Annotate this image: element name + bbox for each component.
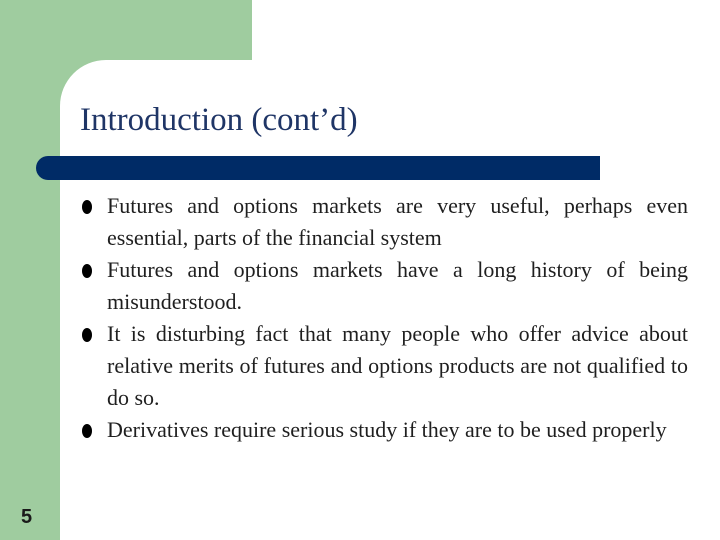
slide-number: 5 — [21, 506, 33, 528]
bullet-item — [80, 318, 688, 414]
bullet-text: It is disturbing fact that many people who offer advice about relative merits of futures and options products are not qualified to do so. — [107, 321, 688, 410]
bullet-item — [80, 254, 688, 318]
bullet-dot-icon — [82, 328, 92, 342]
bullet-item — [80, 414, 688, 446]
bullet-list — [80, 190, 688, 446]
bullet-dot-icon — [82, 424, 92, 438]
bullet-text: Futures and options markets have a long history of being misunderstood. — [107, 257, 688, 314]
bullet-text: Futures and options markets are very useful, perhaps even essential, parts of the financial system — [107, 193, 688, 250]
bullet-dot-icon — [82, 264, 92, 278]
title-underline-bar — [36, 156, 600, 180]
bullet-dot-icon — [82, 200, 92, 214]
bullet-text: Derivatives require serious study if they are to be used properly — [107, 417, 667, 442]
slide-title: Introduction (cont’d) — [80, 102, 358, 138]
bullet-item — [80, 190, 688, 254]
